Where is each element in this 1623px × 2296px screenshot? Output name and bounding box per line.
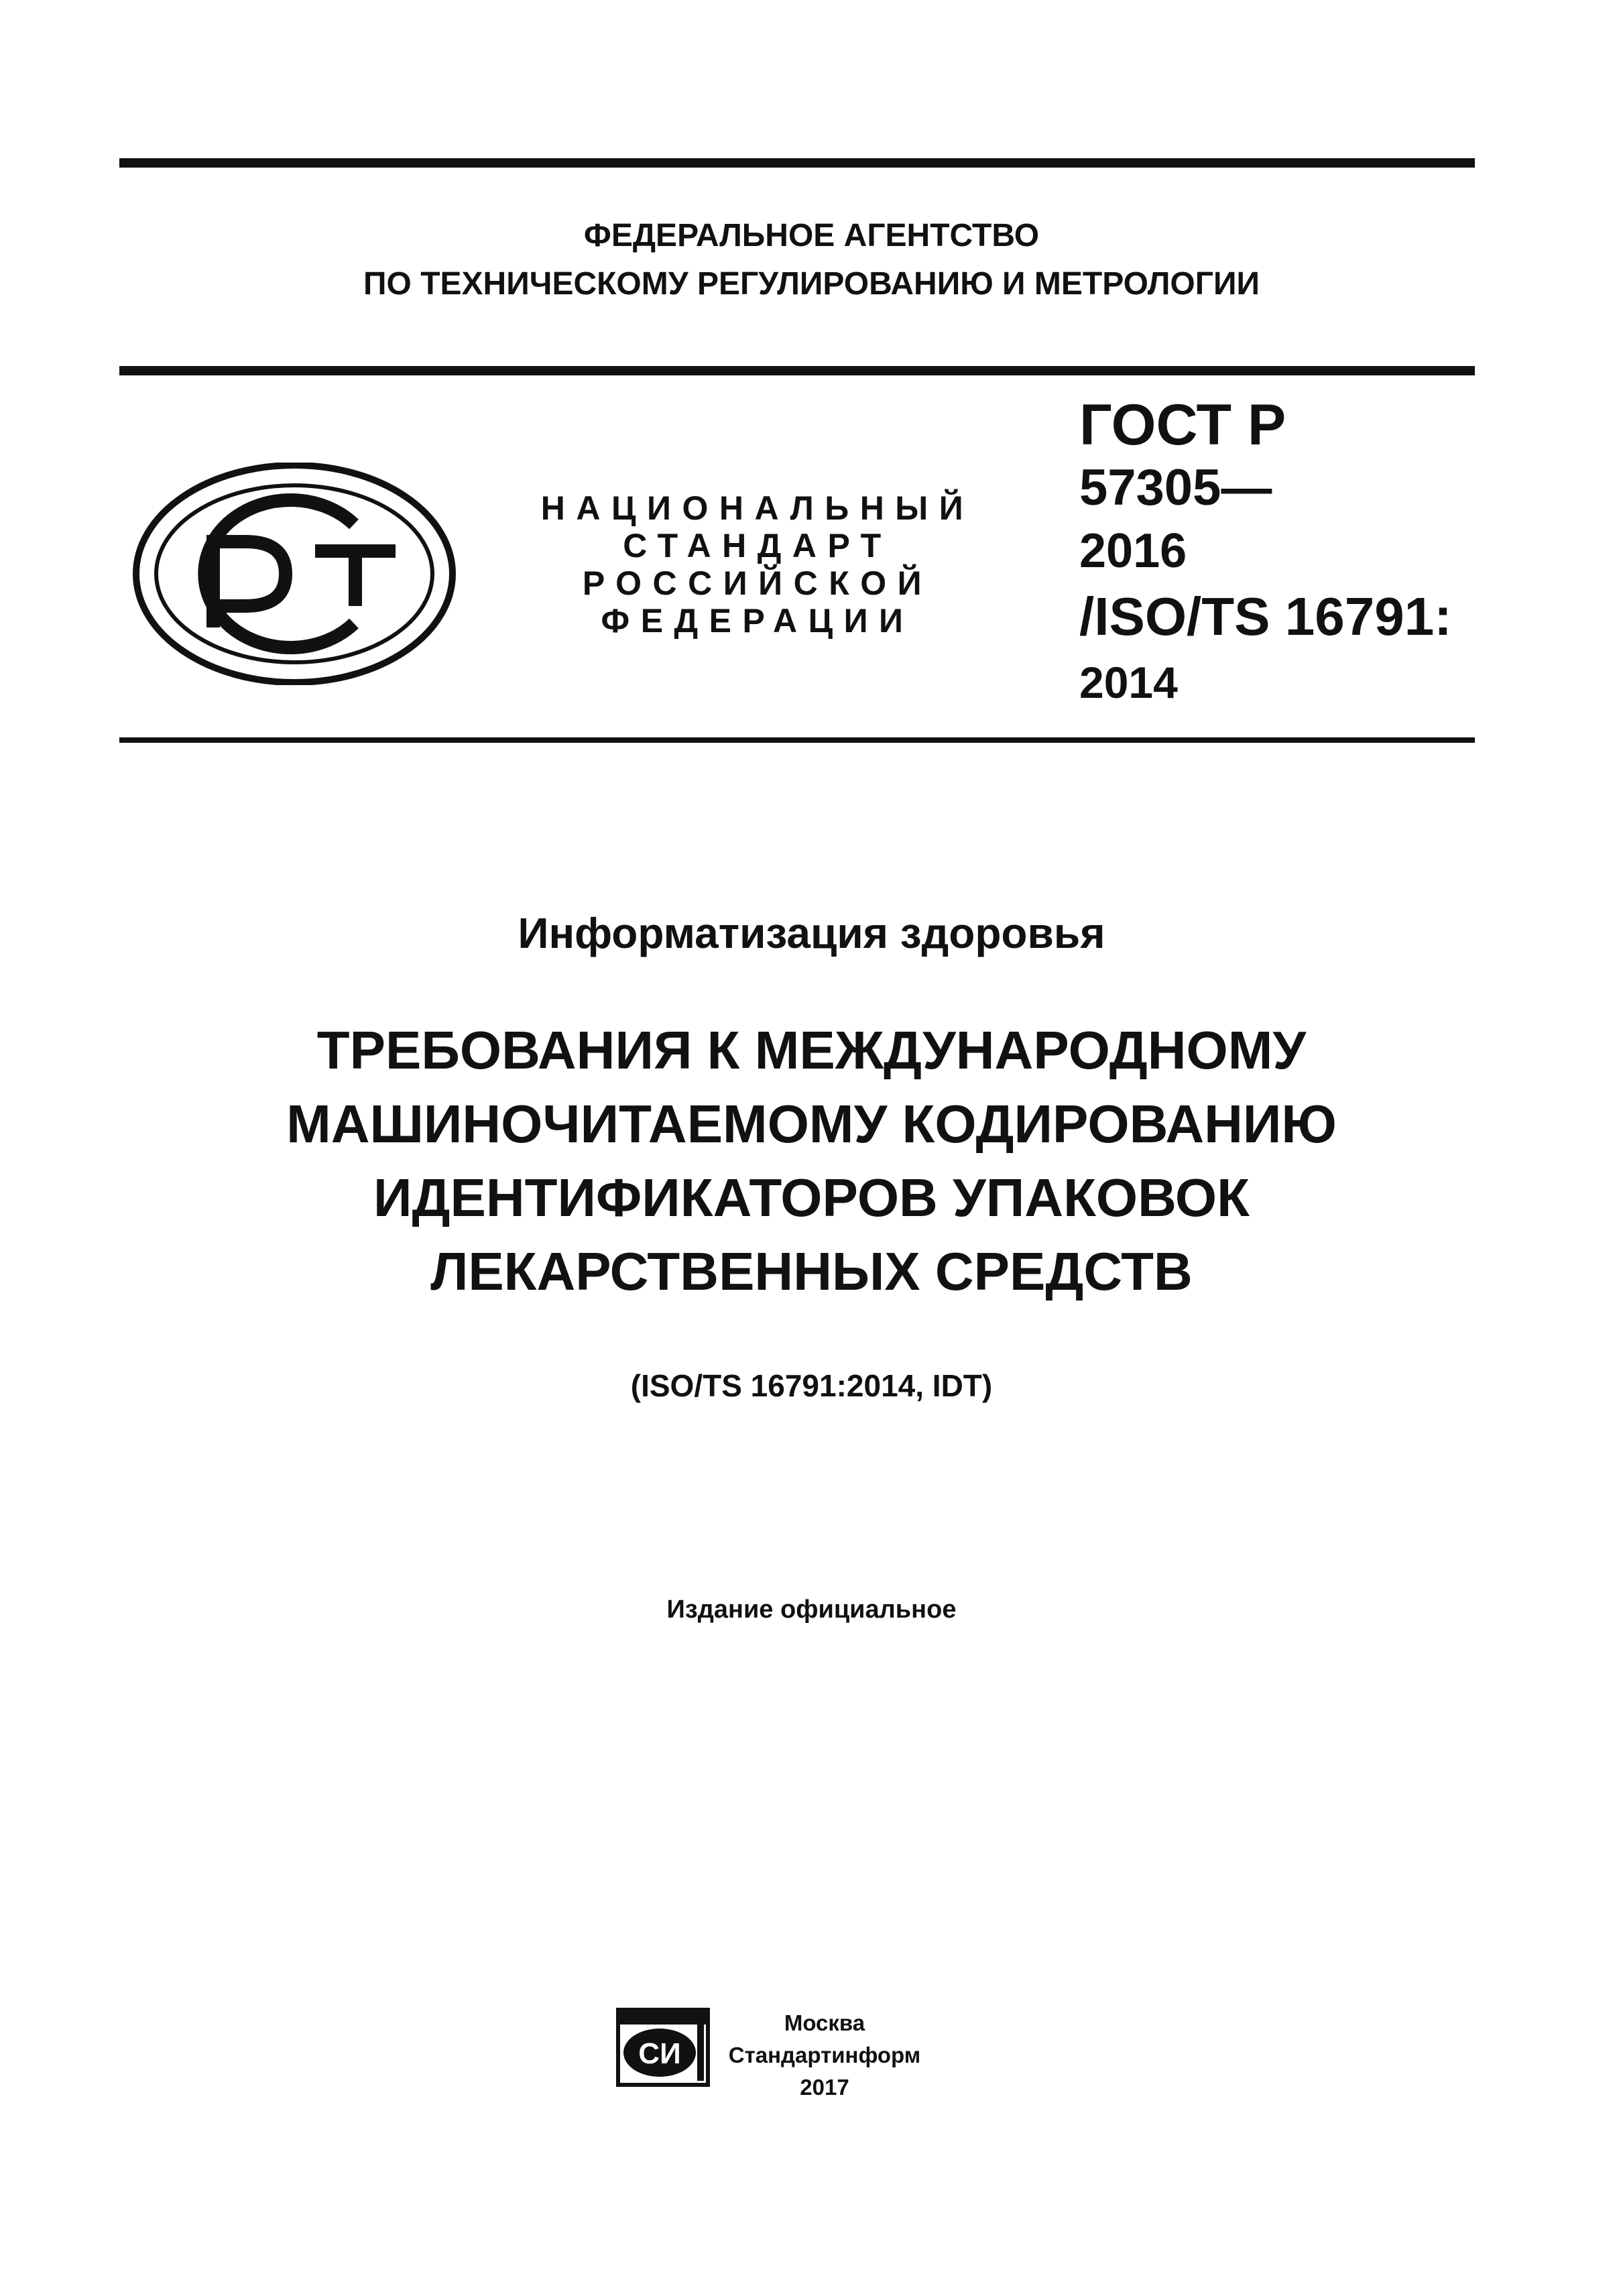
subject-heading: Информатизация здоровья	[518, 909, 1105, 957]
designation-line5: 2014	[1079, 658, 1178, 707]
svg-text:СИ: СИ	[638, 2037, 681, 2070]
designation-line4: /ISO/TS 16791:	[1079, 587, 1452, 646]
designation-line1: ГОСТ Р	[1079, 393, 1286, 457]
publication-year: 2017	[800, 2075, 849, 2100]
agency-name-line2: ПО ТЕХНИЧЕСКОМУ РЕГУЛИРОВАНИЮ И МЕТРОЛОГИИ	[363, 266, 1260, 302]
title-line2: МАШИНОЧИТАЕМОМУ КОДИРОВАНИЮ	[286, 1094, 1337, 1154]
designation-line2: 57305—	[1079, 459, 1272, 516]
designation-rule	[119, 737, 1475, 743]
gost-r-certification-mark-icon	[133, 463, 456, 685]
title-line1: ТРЕБОВАНИЯ К МЕЖДУНАРОДНОМУ	[316, 1020, 1307, 1080]
top-rule	[119, 158, 1475, 168]
agency-name-line1: ФЕДЕРАЛЬНОЕ АГЕНТСТВО	[583, 218, 1040, 253]
standartinform-logo-icon	[615, 2007, 711, 2088]
edition-note: Издание официальное	[666, 1595, 957, 1624]
national-standard-line1: НАЦИОНАЛЬНЫЙ	[540, 489, 975, 527]
publisher-city: Москва	[784, 2010, 865, 2035]
national-standard-line4: ФЕДЕРАЦИИ	[601, 602, 914, 640]
title-line3: ИДЕНТИФИКАТОРОВ УПАКОВОК	[373, 1168, 1250, 1227]
standard-designation	[1079, 389, 1482, 719]
designation-line3: 2016	[1079, 524, 1187, 578]
international-equivalence: (ISO/TS 16791:2014, IDT)	[630, 1368, 993, 1403]
national-standard-line2: СТАНДАРТ	[623, 527, 892, 564]
header-rule	[119, 366, 1475, 375]
title-line4: ЛЕКАРСТВЕННЫХ СРЕДСТВ	[430, 1242, 1193, 1301]
publisher-name: Стандартинформ	[728, 2043, 921, 2067]
national-standard-line3: РОССИЙСКОЙ	[582, 564, 933, 602]
